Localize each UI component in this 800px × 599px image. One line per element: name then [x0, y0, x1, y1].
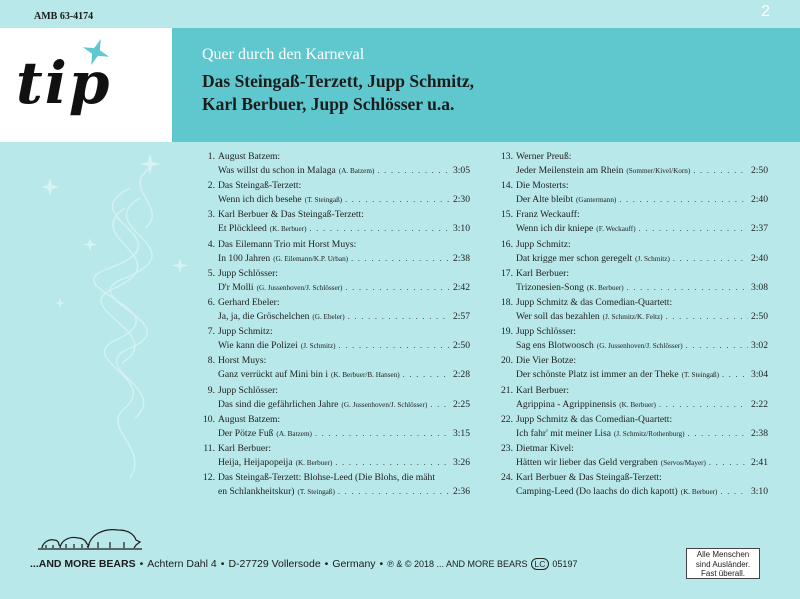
track-duration: 2:37 — [750, 223, 768, 235]
track-row — [498, 442, 768, 471]
track-composer: (G. Jussenhoven/J. Schlösser) — [341, 400, 428, 409]
track-number: 21. — [501, 384, 513, 396]
track-number: 8. — [207, 355, 215, 367]
track-composer: (G. Jussenhoven/J. Schlösser) — [596, 342, 683, 351]
track-artist: Jupp Schlösser: — [218, 384, 278, 396]
track-composer: (A. Batzem) — [276, 429, 312, 438]
track-number: 10. — [203, 413, 215, 425]
track-title: en Schlankheitskur) — [218, 486, 295, 498]
track-duration: 2:28 — [452, 369, 470, 381]
label-footer: ...AND MORE BEARS • Achtern Dahl 4 • D-27729 Vollersode • Germany • ℗ & © 2018 ... AND MORE BEARS LC 05197 — [30, 558, 578, 570]
track-artist: Jupp Schmitz & das Comedian-Quartett: — [516, 413, 673, 425]
track-composer: (K. Berbuer) — [269, 225, 307, 234]
track-composer: (G. Jussenhoven/J. Schlösser) — [256, 283, 343, 292]
track-composer: (Sommer/Kivel/Korn) — [626, 167, 691, 175]
track-artist: Karl Berbuer: — [218, 442, 272, 454]
track-row — [200, 413, 470, 442]
track-artist: Dietmar Kivel: — [516, 442, 574, 454]
track-row — [200, 354, 470, 383]
track-composer: (T. Steingaß) — [297, 488, 335, 497]
artists-line-1: Das Steingaß-Terzett, Jupp Schmitz, — [202, 71, 475, 91]
track-number: 22. — [501, 413, 513, 425]
track-number: 15. — [501, 209, 513, 221]
track-title: Was willst du schon in Malaga — [218, 165, 336, 176]
tip-logo: tip — [16, 49, 112, 117]
track-number: 3. — [207, 209, 215, 221]
track-title: Hätten wir lieber das Geld vergraben — [516, 456, 658, 468]
notice-line-1: Alle Menschen — [696, 550, 750, 559]
copyright-notice: ℗ & © 2018 ... AND MORE BEARS — [387, 559, 528, 569]
track-duration: 2:42 — [452, 281, 470, 293]
track-composer: (K. Berbuer) — [619, 400, 656, 409]
track-number: 17. — [501, 267, 513, 279]
album-title: Quer durch den Karneval — [202, 46, 365, 63]
track-artist: Das Steingaß-Terzett: Blohse-Leed (Die Blohs, die mäht — [218, 472, 435, 484]
track-title: Wenn ich dich besehe — [218, 194, 302, 206]
track-row — [200, 384, 470, 413]
track-title: Ja, ja, die Gröschelchen — [218, 310, 310, 322]
track-composer: (T. Steingaß) — [304, 196, 343, 205]
track-row — [200, 442, 470, 471]
track-composer: (J. Schmitz) — [300, 342, 336, 351]
track-number: 24. — [501, 472, 513, 484]
track-number: 12. — [203, 472, 215, 484]
track-artist: Die Vier Botze: — [516, 355, 576, 367]
track-title: Der Pötze Fuß — [218, 427, 274, 439]
track-title: Das sind die gefährlichen Jahre — [218, 398, 339, 410]
track-number: 13. — [501, 151, 513, 162]
track-row — [498, 325, 768, 354]
track-duration: 3:08 — [750, 281, 768, 293]
track-duration: 3:05 — [452, 165, 470, 176]
album-artists — [202, 70, 474, 116]
tracklist-left — [200, 150, 470, 500]
track-row — [498, 267, 768, 296]
bears-logo — [38, 518, 142, 554]
track-duration: 2:38 — [452, 252, 470, 264]
track-composer: (Servos/Mayer) — [660, 458, 706, 467]
track-row — [200, 238, 470, 267]
track-artist: Werner Preuß: — [516, 151, 572, 162]
track-artist: Jupp Schmitz & das Comedian-Quartett: — [516, 296, 673, 308]
track-title: Et Plöckleed — [218, 223, 267, 235]
track-row — [200, 208, 470, 237]
track-number: 1. — [207, 151, 215, 162]
track-number: 5. — [207, 267, 215, 279]
track-row — [200, 179, 470, 208]
track-duration: 2:50 — [750, 310, 768, 322]
label-country: Germany — [332, 558, 376, 570]
track-duration: 2:50 — [452, 340, 470, 352]
label-address-street: Achtern Dahl 4 — [147, 558, 217, 570]
track-number: 6. — [207, 296, 215, 308]
track-row — [200, 325, 470, 354]
page-number: 2 — [761, 3, 770, 20]
track-artist: Jupp Schlösser: — [516, 326, 576, 338]
album-header — [172, 28, 800, 142]
track-composer: (J. Schmitz/K. Feltz) — [602, 312, 663, 321]
track-title: Agrippina - Agrippinensis — [516, 398, 617, 410]
label-code-badge — [531, 558, 550, 570]
track-number: 14. — [501, 180, 513, 192]
track-title: Camping-Leed (Do laachs do dich kapott) — [516, 486, 678, 498]
track-title: Wenn ich dir kniepe — [516, 223, 594, 235]
track-number: 11. — [203, 442, 215, 454]
track-artist: Jupp Schmitz: — [516, 238, 571, 250]
label-address-city: D-27729 Vollersode — [228, 558, 321, 570]
track-number: 18. — [501, 296, 513, 308]
catalog-number: AMB 63-4174 — [34, 11, 94, 22]
track-artist: Gerhard Ebeler: — [218, 296, 280, 308]
track-title: Heija, Heijapopeija — [218, 456, 293, 468]
track-duration: 3:15 — [452, 427, 470, 439]
track-number: 9. — [207, 384, 215, 396]
track-title: Ich fahr' mit meiner Lisa — [516, 427, 611, 439]
track-composer: (K. Berbuer) — [586, 283, 624, 292]
track-duration: 2:30 — [452, 194, 470, 206]
track-artist: Karl Berbuer & Das Steingaß-Terzett: — [516, 472, 662, 484]
track-composer: (T. Steingaß) — [681, 371, 719, 380]
track-artist: Franz Weckauff: — [516, 209, 580, 221]
track-title: In 100 Jahren — [218, 252, 271, 264]
track-duration: 3:10 — [452, 223, 470, 235]
track-number: 16. — [501, 238, 513, 250]
track-artist: Karl Berbuer: — [516, 384, 570, 396]
notice-line-2: sind Ausländer. — [695, 559, 751, 569]
track-row — [200, 296, 470, 325]
track-composer: (F. Weckauff) — [596, 225, 636, 234]
track-row — [498, 471, 768, 500]
track-duration: 3:26 — [452, 456, 470, 468]
track-row — [498, 150, 768, 179]
track-duration: 2:25 — [452, 398, 470, 410]
track-composer: (K. Berbuer) — [680, 488, 718, 497]
label-code-prefix: LC — [534, 559, 546, 569]
track-composer: (G. Eilemann/K.P. Urban) — [273, 254, 349, 263]
track-row — [498, 179, 768, 208]
track-number: 19. — [501, 326, 513, 338]
track-title: Dat krigge mer schon geregelt — [516, 252, 633, 264]
track-row — [498, 413, 768, 442]
track-number: 7. — [207, 326, 215, 338]
track-composer: (K. Berbuer) — [295, 458, 333, 467]
track-duration: 2:38 — [750, 427, 768, 439]
track-composer: (G. Ebeler) — [312, 312, 345, 321]
track-artist: Jupp Schlösser: — [218, 267, 278, 279]
track-title: D'r Molli — [218, 281, 254, 293]
label-code: 05197 — [552, 559, 578, 569]
track-row — [498, 208, 768, 237]
track-title: Wer soll das bezahlen — [516, 310, 600, 322]
track-title: Der Alte bleibt — [516, 194, 574, 206]
track-duration: 3:04 — [750, 369, 768, 381]
track-number: 20. — [501, 355, 513, 367]
track-duration: 2:41 — [750, 456, 768, 468]
track-title: Jeder Meilenstein am Rhein — [516, 165, 624, 176]
track-row — [200, 471, 470, 500]
track-title: Sag ens Blotwoosch — [516, 340, 594, 352]
track-title: Trizonesien-Song — [516, 281, 584, 293]
track-artist: Das Eilemann Trio mit Horst Muys: — [218, 238, 357, 250]
track-artist: August Batzem: — [218, 151, 281, 162]
track-artist: Das Steingaß-Terzett: — [218, 180, 302, 192]
track-row — [498, 354, 768, 383]
track-number: 4. — [207, 238, 215, 250]
track-number: 2. — [207, 180, 215, 192]
track-duration: 2:22 — [750, 398, 768, 410]
track-title: Wie kann die Polizei — [218, 340, 298, 352]
track-duration: 2:50 — [750, 165, 768, 176]
track-number: 23. — [501, 442, 513, 454]
track-duration: 3:10 — [750, 486, 768, 498]
track-composer: (Gantermann) — [576, 196, 617, 205]
track-artist: Karl Berbuer & Das Steingaß-Terzett: — [218, 209, 364, 221]
track-duration: 3:02 — [750, 340, 768, 352]
tracklist-right — [498, 150, 768, 500]
top-bar — [0, 0, 800, 28]
track-artist: Karl Berbuer: — [516, 267, 570, 279]
label-brand: ...AND MORE BEARS — [30, 558, 136, 570]
track-row — [498, 238, 768, 267]
track-composer: (K. Berbuer/B. Hansen) — [331, 371, 400, 380]
track-duration: 2:40 — [750, 194, 768, 206]
logo-panel — [0, 28, 172, 142]
track-composer: (A. Batzem) — [338, 167, 375, 175]
notice-box — [686, 548, 760, 579]
track-duration: 2:57 — [452, 310, 470, 322]
artists-line-2: Karl Berbuer, Jupp Schlösser u.a. — [202, 94, 455, 114]
track-composer: (J. Schmitz) — [635, 254, 670, 263]
track-row — [498, 296, 768, 325]
track-composer: (J. Schmitz/Rothenburg) — [613, 429, 685, 438]
track-artist: August Batzem: — [218, 413, 281, 425]
track-title: Der schönste Platz ist immer an der Theke — [516, 369, 679, 381]
track-duration: 2:36 — [452, 486, 470, 498]
track-artist: Die Mosterts: — [516, 180, 569, 192]
track-row — [200, 150, 470, 179]
sparkle-swirl-decoration — [30, 148, 205, 543]
track-artist: Horst Muys: — [218, 355, 267, 367]
track-row — [200, 267, 470, 296]
track-duration: 2:40 — [750, 252, 768, 264]
track-title: Ganz verrückt auf Mini bin i — [218, 369, 329, 381]
notice-line-3: Fast überall. — [700, 569, 746, 578]
track-artist: Jupp Schmitz: — [218, 326, 273, 338]
track-row — [498, 384, 768, 413]
